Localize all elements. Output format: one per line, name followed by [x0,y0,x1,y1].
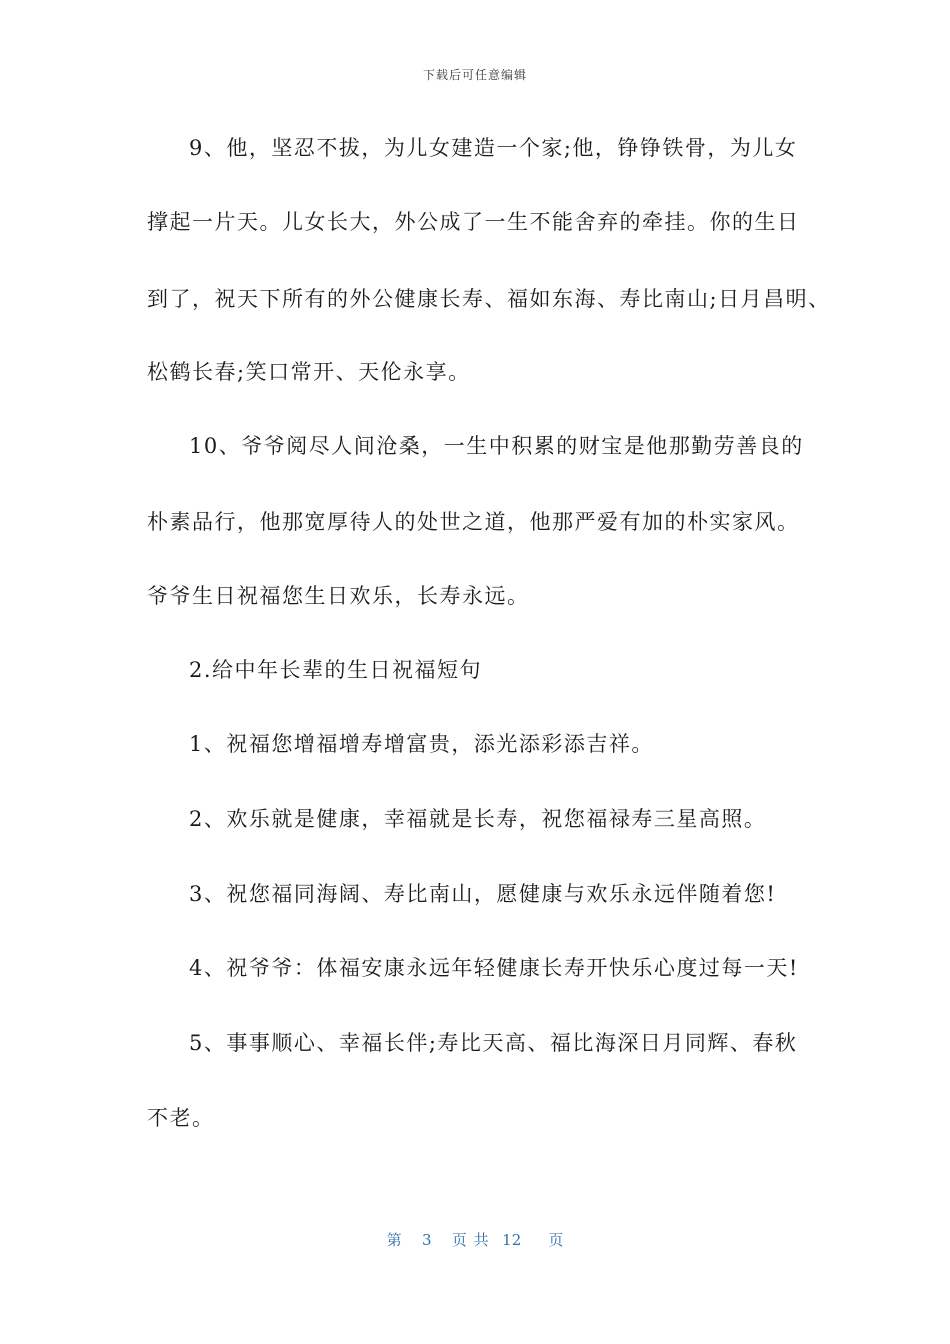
paragraph-line: 1、祝福您增福增寿增富贵，添光添彩添吉祥。 [189,732,654,756]
paragraph-line: 5、事事顺心、幸福长伴;寿比天高、福比海深日月同辉、春秋 [189,1031,798,1055]
paragraph-line: 10、爷爷阅尽人间沧桑，一生中积累的财宝是他那勤劳善良的 [189,434,804,458]
paragraph-line: 4、祝爷爷：体福安康永远年轻健康长寿开快乐心度过每一天! [189,956,799,980]
page-footer [0,1229,950,1250]
footer-prefix: 第 [386,1231,402,1249]
paragraph-line: 松鹤长春;笑口常开、天伦永享。 [147,360,471,384]
header-note: 下载后可任意编辑 [422,68,527,82]
paragraph-line: 到了，祝天下所有的外公健康长寿、福如东海、寿比南山;日月昌明、 [147,287,831,311]
paragraph-line: 不老。 [147,1106,215,1130]
paragraph-line: 朴素品行，他那宽厚待人的处世之道，他那严爱有加的朴实家风。 [147,510,800,534]
section-heading: 2.给中年长辈的生日祝福短句 [189,658,483,682]
paragraph-line: 9、他，坚忍不拔，为儿女建造一个家;他，铮铮铁骨，为儿女 [189,136,798,160]
paragraph-line: 2、欢乐就是健康，幸福就是长寿，祝您福禄寿三星高照。 [189,807,767,831]
total-pages-number: 12 [502,1231,522,1249]
footer-middle: 页 共 [451,1231,489,1249]
footer-suffix: 页 [548,1231,564,1249]
paragraph-line: 撑起一片天。儿女长大，外公成了一生不能舍弃的牵挂。你的生日 [147,210,800,234]
current-page-number: 3 [421,1231,432,1249]
paragraph-line: 3、祝您福同海阔、寿比南山，愿健康与欢乐永远伴随着您! [189,882,777,906]
paragraph-line: 爷爷生日祝福您生日欢乐，长寿永远。 [147,584,530,608]
